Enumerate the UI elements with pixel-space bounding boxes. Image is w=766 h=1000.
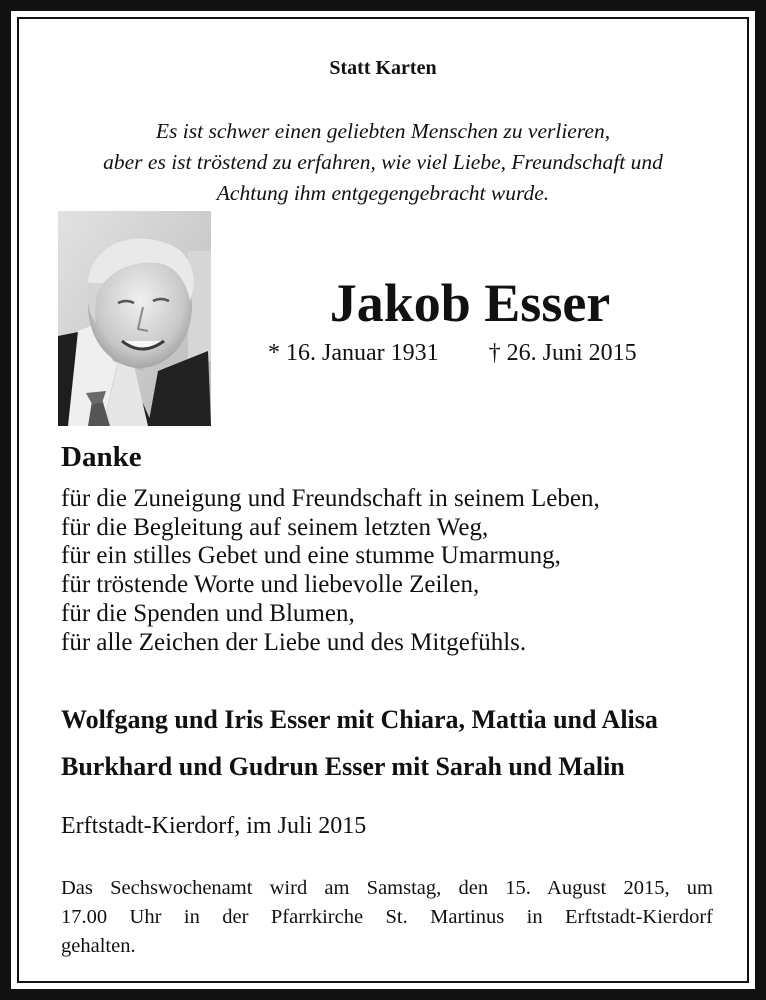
memorial-quote bbox=[0, 116, 766, 209]
quote-line: aber es ist tröstend zu erfahren, wie viel Liebe, Freundschaft und bbox=[103, 150, 663, 174]
thanks-line: für ein stilles Gebet und eine stumme Umarmung, bbox=[61, 542, 561, 570]
statt-karten-heading: Statt Karten bbox=[329, 57, 437, 79]
death-date: † 26. Juni 2015 bbox=[488, 340, 637, 366]
thanks-line: für alle Zeichen der Liebe und des Mitgefühls. bbox=[61, 628, 527, 656]
family-line-2: Burkhard und Gudrun Esser mit Sarah und Malin bbox=[61, 752, 625, 781]
notice-line: Das Sechswochenamt wird am Samstag, den 15. August 2015, um bbox=[61, 877, 713, 899]
place-and-date: Erftstadt-Kierdorf, im Juli 2015 bbox=[61, 813, 367, 839]
life-dates bbox=[268, 340, 637, 367]
notice-line: 17.00 Uhr in der Pfarrkirche St. Martinus in Erftstadt-Kierdorf bbox=[61, 906, 713, 928]
portrait-illustration bbox=[58, 211, 211, 426]
thanks-line: für die Begleitung auf seinem letzten Weg, bbox=[61, 513, 489, 541]
birth-date: * 16. Januar 1931 bbox=[268, 340, 439, 366]
thanks-line: für tröstende Worte und liebevolle Zeilen, bbox=[61, 571, 480, 599]
quote-line: Es ist schwer einen geliebten Menschen zu verlieren, bbox=[155, 119, 611, 143]
thanks-list bbox=[61, 485, 600, 657]
thanks-line: für die Spenden und Blumen, bbox=[61, 599, 355, 627]
family-line-1: Wolfgang und Iris Esser mit Chiara, Mattia und Alisa bbox=[61, 705, 658, 734]
notice-line: gehalten. bbox=[61, 935, 136, 957]
service-notice bbox=[61, 874, 713, 961]
thanks-heading: Danke bbox=[61, 441, 142, 473]
portrait-photo bbox=[58, 211, 211, 426]
deceased-name: Jakob Esser bbox=[329, 273, 611, 333]
quote-line: Achtung ihm entgegengebracht wurde. bbox=[216, 181, 550, 205]
thanks-line: für die Zuneigung und Freundschaft in seinem Leben, bbox=[61, 485, 600, 512]
